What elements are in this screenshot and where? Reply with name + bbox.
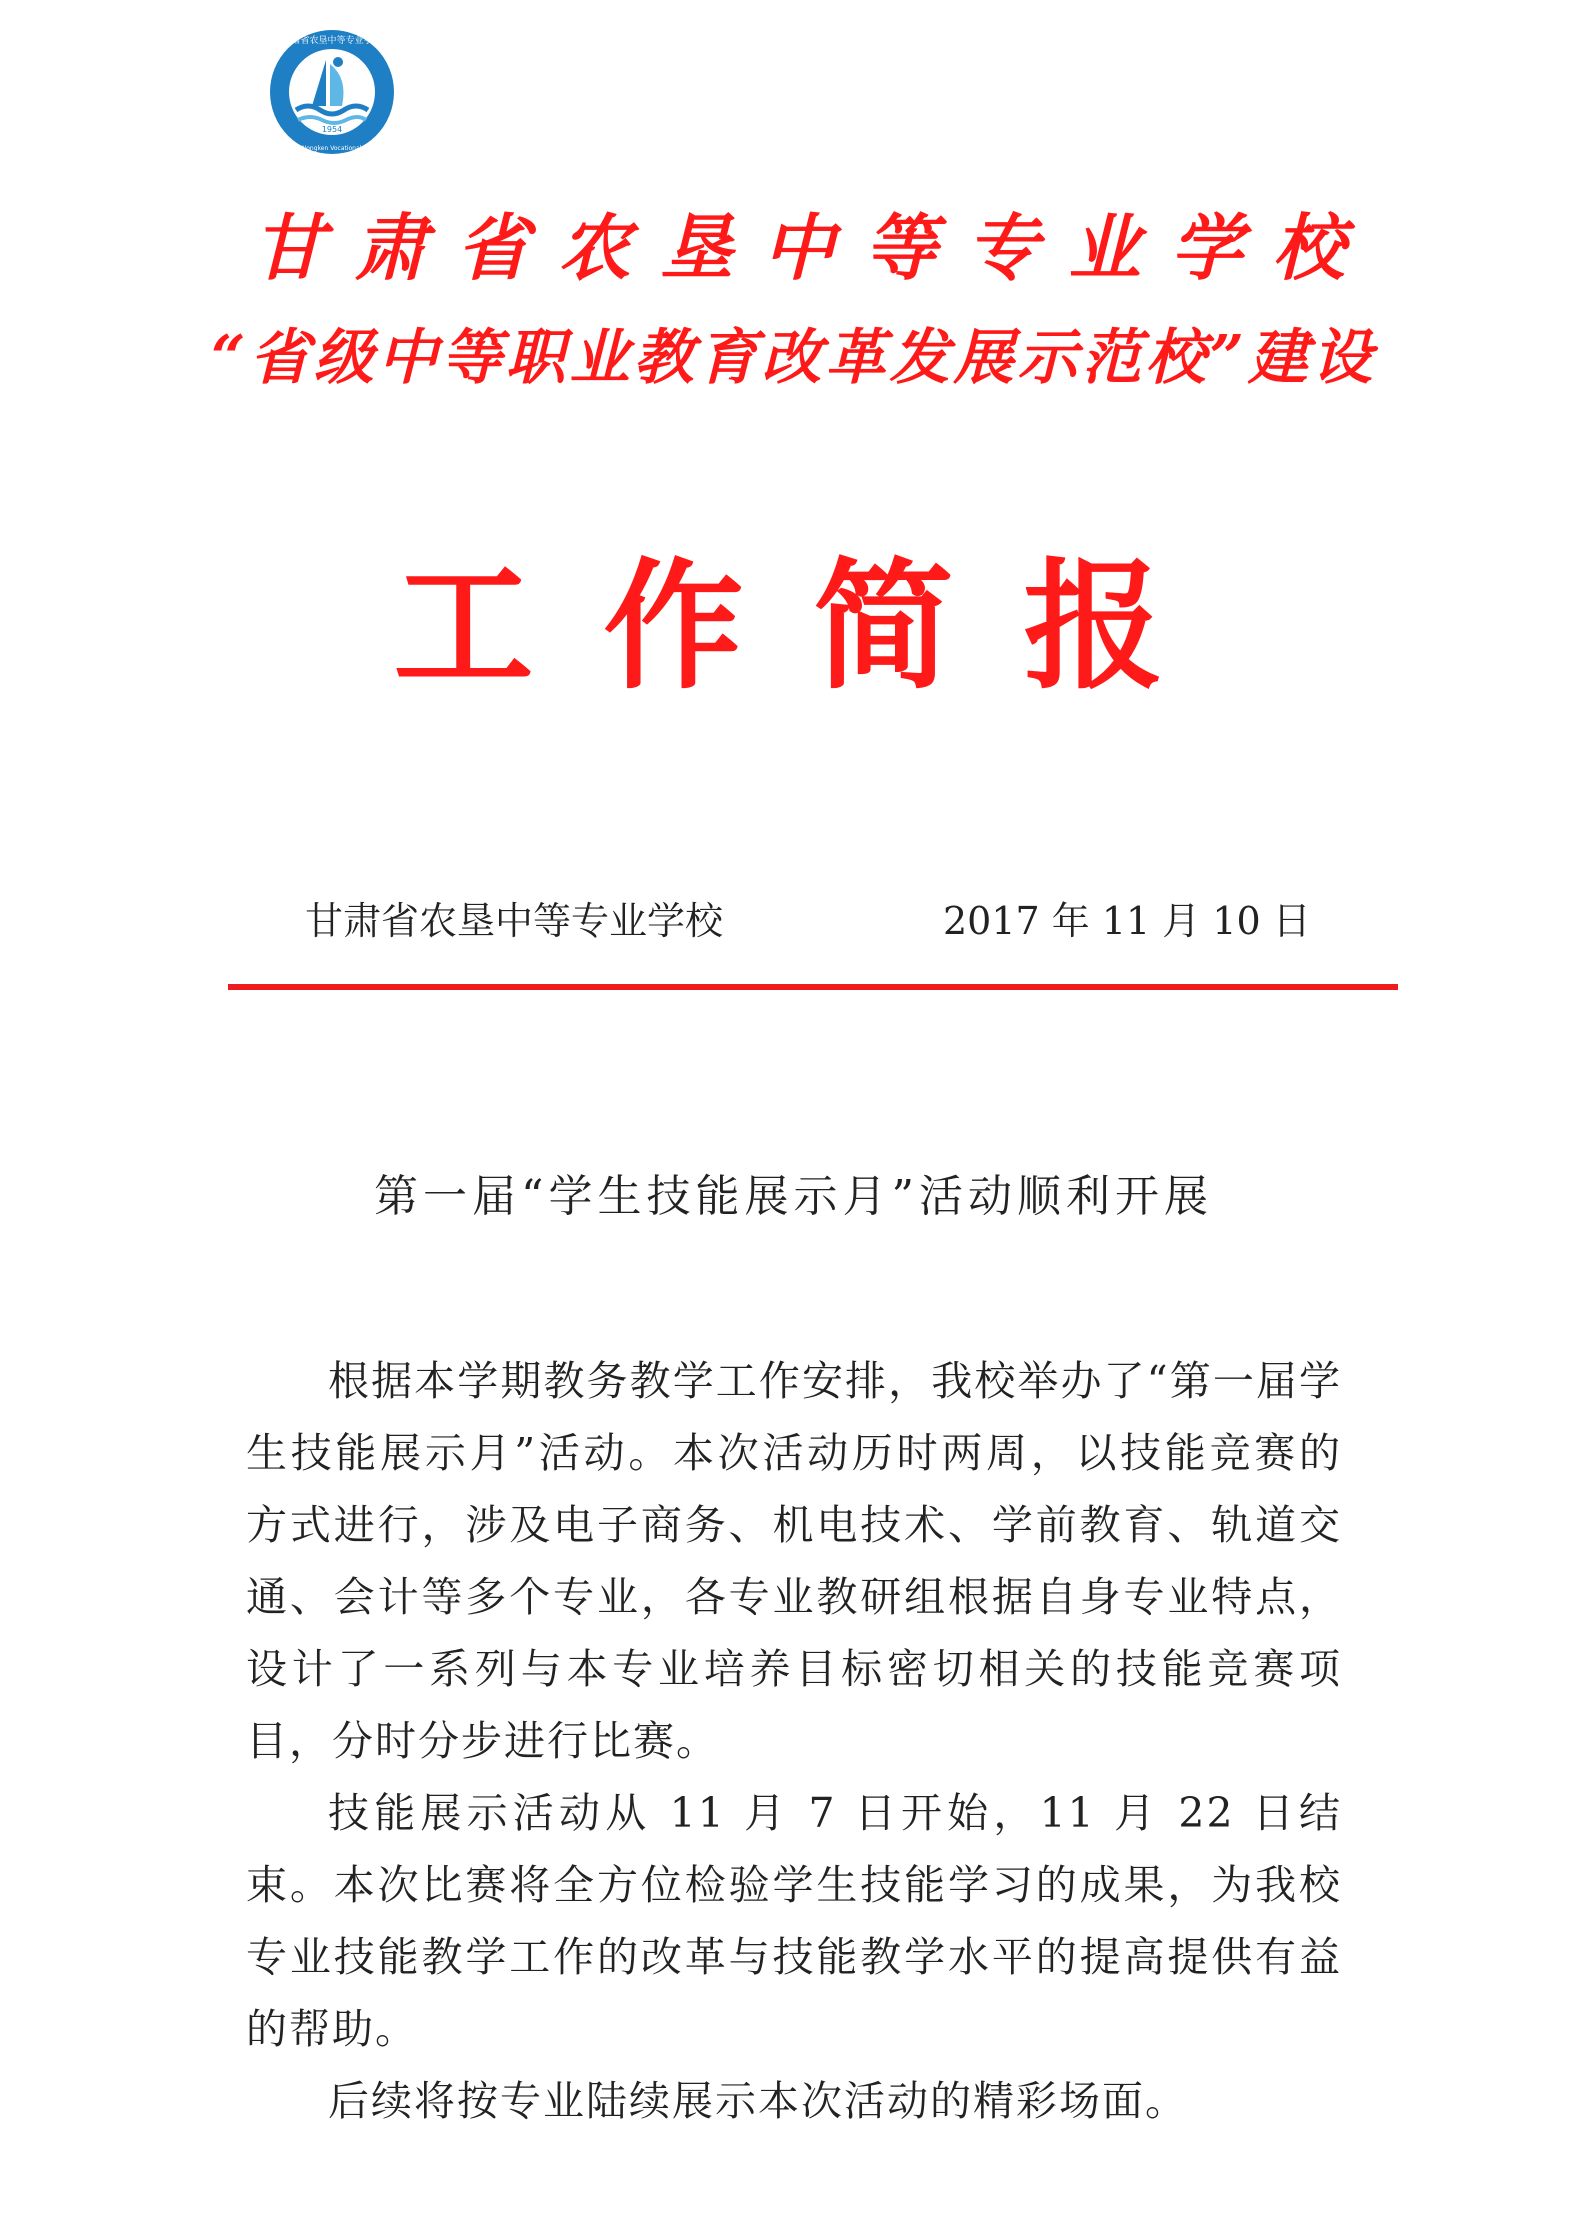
logo-english-text: Gansu Nongken Vocational School [280, 145, 384, 152]
subtitle: “省级中等职业教育改革发展示范校”建设 [210, 323, 1377, 393]
paragraph-3: 后续将按专业陆续展示本次活动的精彩场面。 [328, 2077, 1188, 2125]
article-body [246, 1345, 1342, 2137]
paragraph-1: 根据本学期教务教学工作安排，我校举办了“第一届学生技能展示月”活动。本次活动历时两周，以技能竞赛的方式进行，涉及电子商务、机电技术、学前教育、轨道交通、会计等多个专业，各专业教研组根据自身专业特点，设计了一系列与本专业培养目标密切相关的技能竞赛项目，分时分步进行比赛。 [246, 1357, 1342, 1765]
issue-date: 2017 年 11 月 10 日 [943, 899, 1311, 943]
logo-year: 1954 [321, 125, 343, 134]
red-divider [228, 984, 1398, 990]
logo-ring-text: 甘肃省农垦中等专业学校 [282, 36, 382, 46]
brief-title: 工作简报 [393, 545, 1234, 709]
school-emblem-icon [268, 28, 396, 156]
issuing-organization: 甘肃省农垦中等专业学校 [305, 899, 724, 943]
article-title: 第一届“学生技能展示月”活动顺利开展 [374, 1171, 1213, 1222]
paragraph-2: 技能展示活动从 11 月 7 日开始，11 月 22 日结束。本次比赛将全方位检验学生技能学习的成果，为我校专业技能教学工作的改革与技能教学水平的提高提供有益的帮助。 [246, 1789, 1342, 2053]
school-title: 甘肃省农垦中等专业学校 [252, 205, 1375, 290]
